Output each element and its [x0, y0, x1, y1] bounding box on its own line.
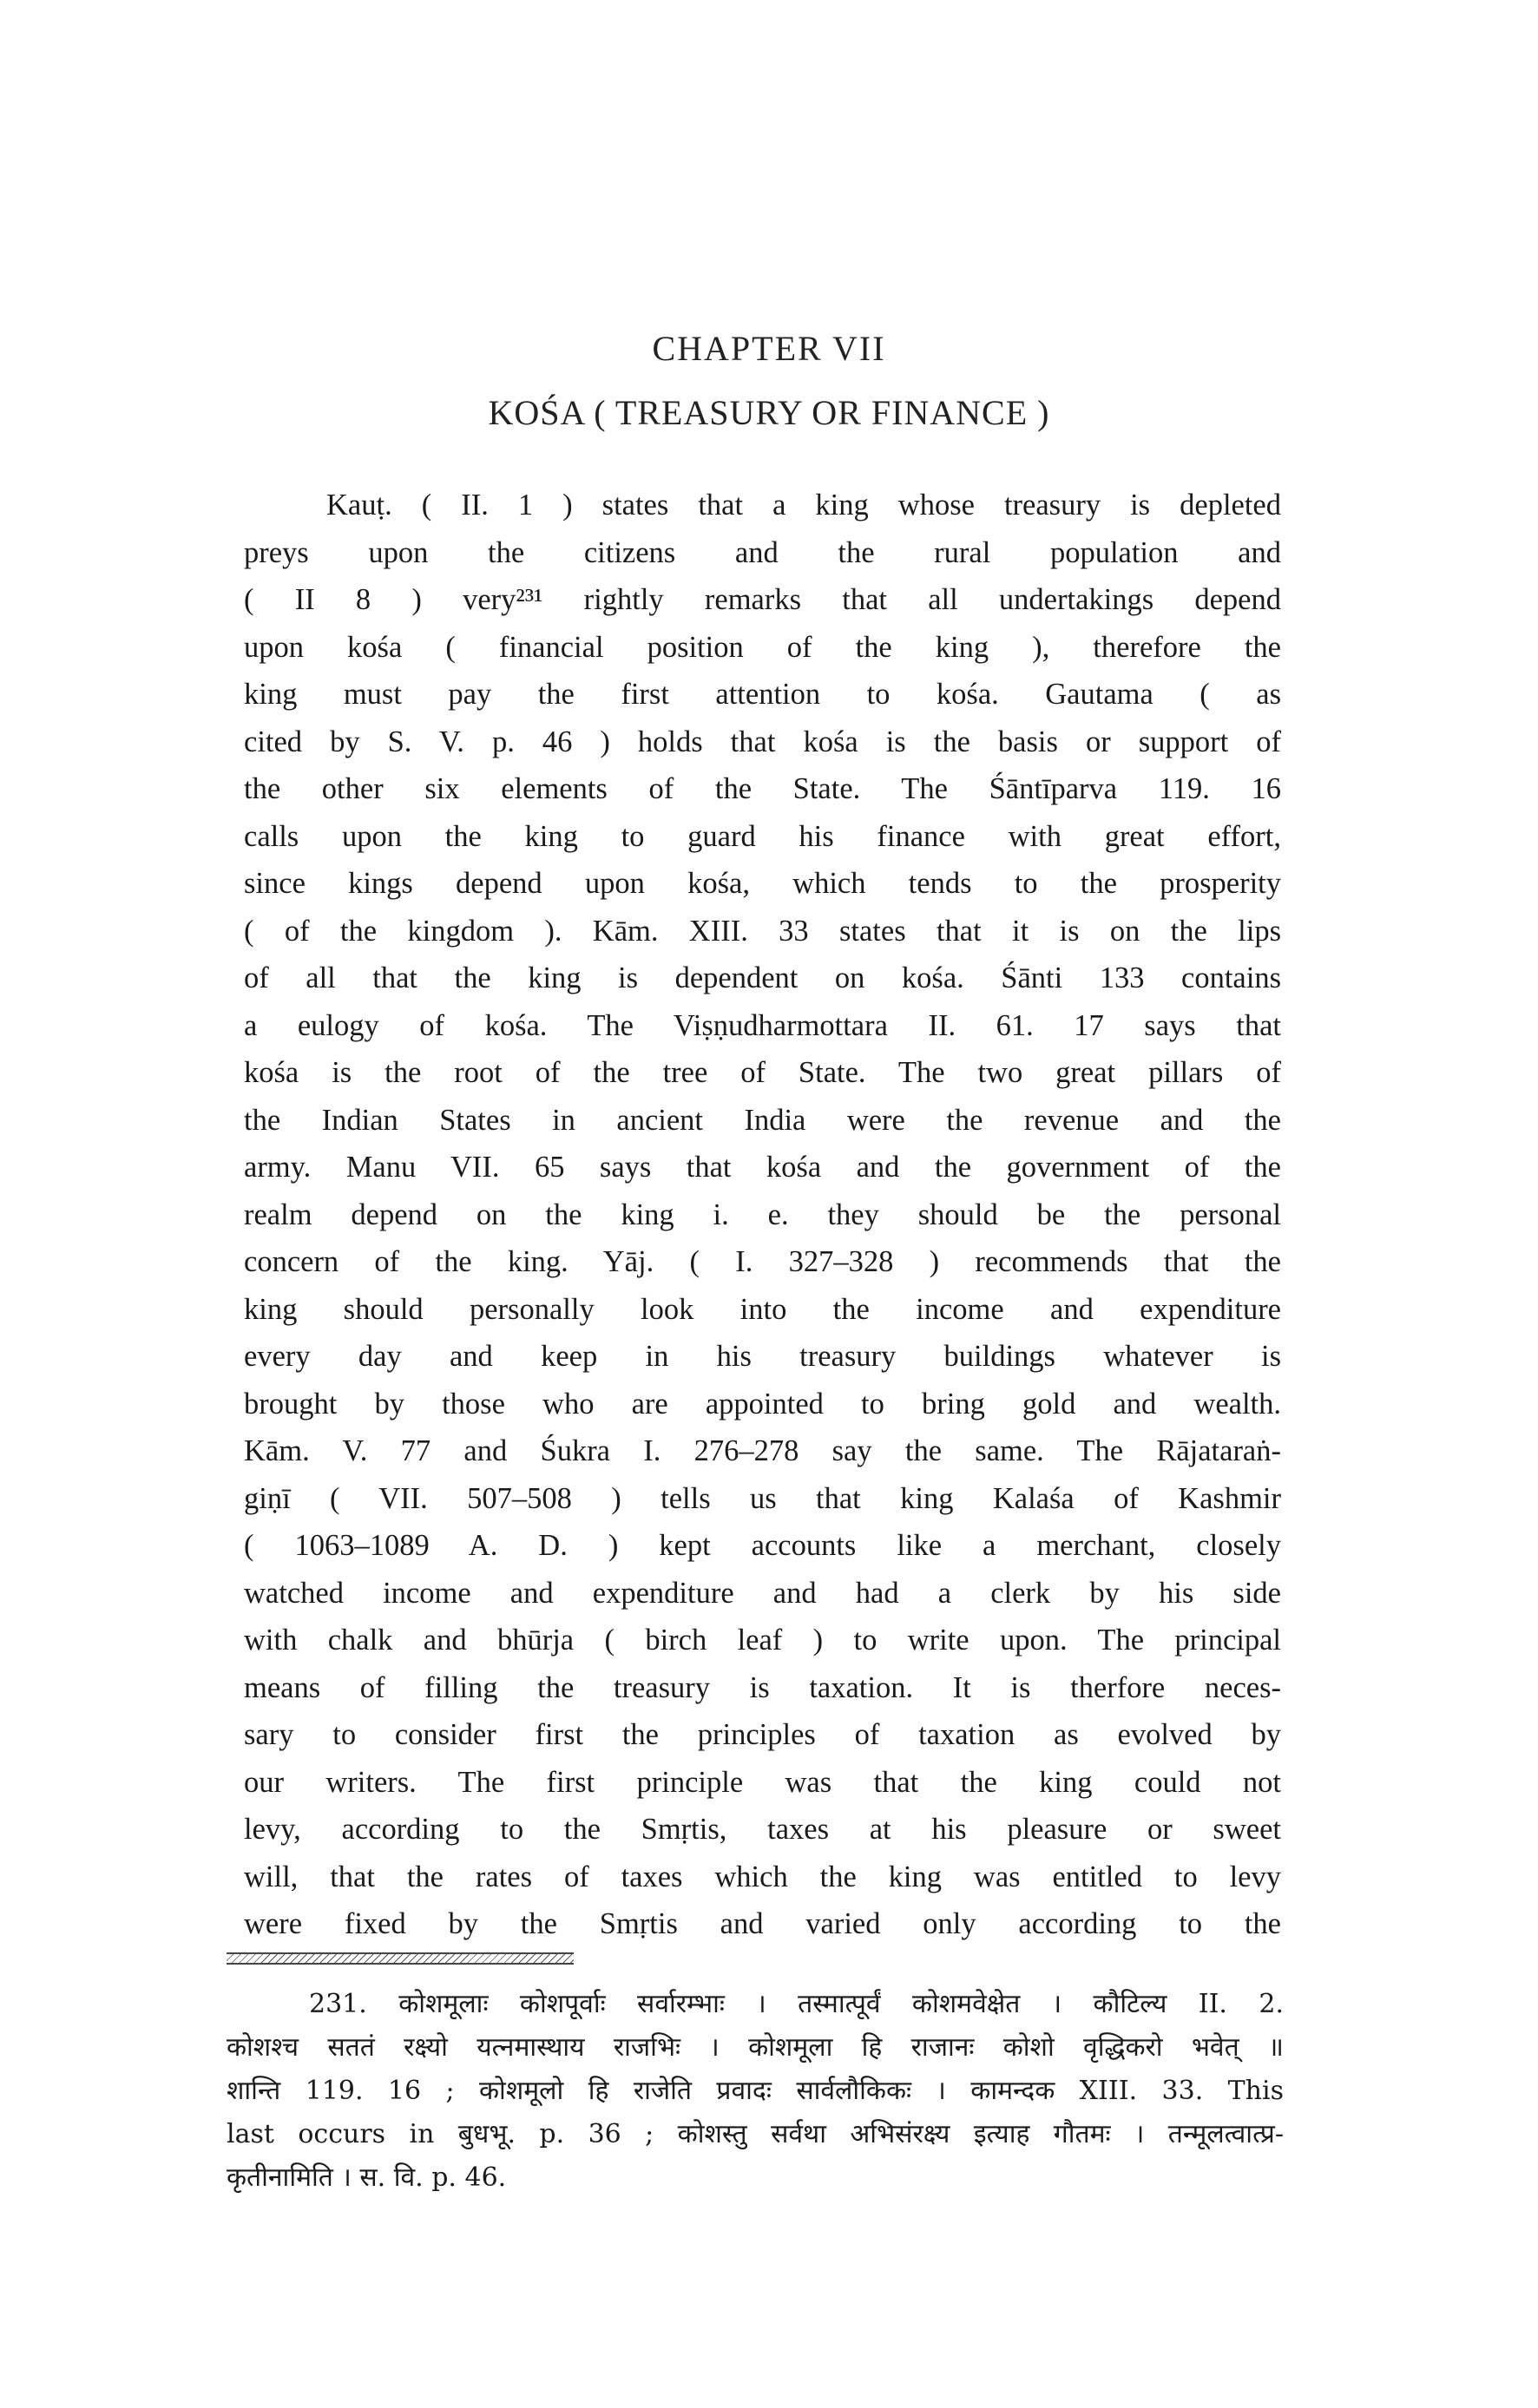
body-line: ( of the kingdom ). Kām. XIII. 33 states that it is on the lips [244, 914, 1281, 948]
chapter-heading: CHAPTER VII [652, 329, 886, 368]
body-line: were fixed by the Smṛtis and varied only according to the [244, 1907, 1281, 1940]
body-line: the other six elements of the State. The Śāntīparva 119. 16 [244, 772, 1281, 805]
footnote-line: कोशश्च सततं रक्ष्यो यत्नमास्थाय राजभिः । कोशमूला हि राजानः कोशो वृद्धिकरो भवेत् ॥ [227, 2032, 1284, 2063]
body-line: with chalk and bhūrja ( birch leaf ) to write upon. The principal [244, 1624, 1281, 1657]
body-text [244, 482, 1281, 1948]
body-line: king should personally look into the income and expenditure [244, 1292, 1281, 1326]
body-line: calls upon the king to guard his finance with great effort, [244, 819, 1281, 853]
body-line: cited by S. V. p. 46 ) holds that kośa is the basis or support of [244, 725, 1281, 758]
body-line: army. Manu VII. 65 says that kośa and the government of the [244, 1151, 1281, 1184]
footnote-line: last occurs in बुधभू. p. 36 ; कोशस्तु सर्वथा अभिसंरक्ष्य इत्याह गौतमः । तन्मूलत्वात्प्र- [227, 2119, 1284, 2149]
body-line: our writers. The first principle was that the king could not [244, 1765, 1281, 1799]
body-line: since kings depend upon kośa, which tends to the prosperity [244, 867, 1281, 900]
body-line: upon kośa ( financial position of the king ), therefore the [244, 630, 1281, 664]
body-line: will, that the rates of taxes which the king was entitled to levy [244, 1860, 1281, 1893]
body-line: a eulogy of kośa. The Viṣṇudharmottara II. 61. 17 says that [244, 1008, 1281, 1042]
body-line: of all that the king is dependent on kośa. Śānti 133 contains [244, 961, 1281, 994]
body-line: ( II 8 ) very²³¹ rightly remarks that all undertakings depend [244, 583, 1281, 616]
body-line: watched income and expenditure and had a clerk by his side [244, 1576, 1281, 1610]
footnote-line: शान्ति 119. 16 ; कोशमूलो हि राजेति प्रवादः सार्वलौकिकः । कामन्दक XIII. 33. This [227, 2076, 1284, 2106]
body-line: ( 1063–1089 A. D. ) kept accounts like a merchant, closely [244, 1529, 1281, 1562]
body-line: levy, according to the Smṛtis, taxes at his pleasure or sweet [244, 1813, 1281, 1846]
chapter-title: KOŚA ( TREASURY OR FINANCE ) [488, 393, 1050, 432]
body-line: sary to consider first the principles of taxation as evolved by [244, 1718, 1281, 1751]
footnote-line: कृतीनामिति । स. वि. p. 46. [227, 2162, 507, 2193]
body-line: every day and keep in his treasury buildings whatever is [244, 1340, 1281, 1373]
footnote-divider [227, 1952, 574, 1965]
body-line: king must pay the first attention to kośa. Gautama ( as [244, 678, 1281, 711]
body-line: kośa is the root of the tree of State. The two great pillars of [244, 1056, 1281, 1089]
body-line: brought by those who are appointed to bring gold and wealth. [244, 1387, 1281, 1421]
footnote-line: 231. कोशमूलाः कोशपूर्वाः सर्वारम्भाः । तस्मात्पूर्वं कोशमवेक्षेत । कौटिल्य II. 2. [309, 1989, 1284, 2019]
body-line: Kauṭ. ( II. 1 ) states that a king whose treasury is depleted [326, 489, 1281, 522]
body-line: preys upon the citizens and the rural population and [244, 535, 1281, 569]
body-line: realm depend on the king i. e. they should be the personal [244, 1197, 1281, 1231]
body-line: Kām. V. 77 and Śukra I. 276–278 say the same. The Rājataraṅ- [244, 1434, 1281, 1467]
body-line: giṇī ( VII. 507–508 ) tells us that king Kalaśa of Kashmir [244, 1481, 1281, 1515]
body-line: means of filling the treasury is taxation. It is therfore neces- [244, 1670, 1281, 1704]
body-line: concern of the king. Yāj. ( I. 327–328 ) recommends that the [244, 1245, 1281, 1278]
body-line: the Indian States in ancient India were the revenue and the [244, 1103, 1281, 1137]
footnote [227, 1983, 1284, 2200]
